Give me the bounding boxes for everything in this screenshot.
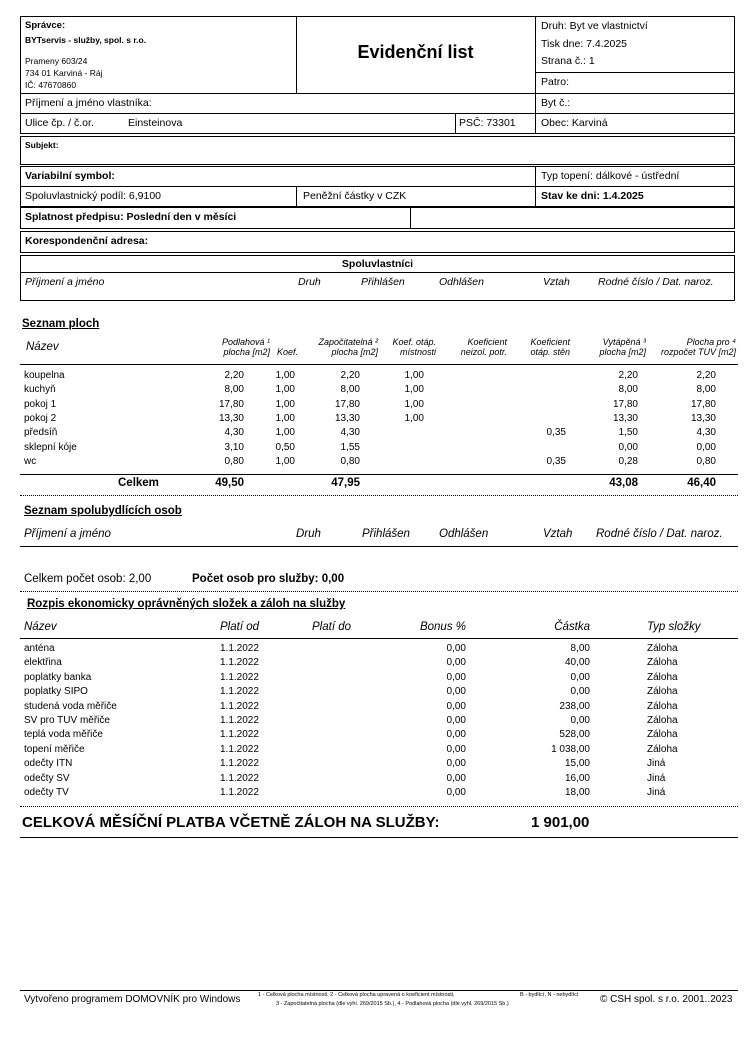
- component-cell: 0,00: [446, 729, 466, 741]
- area-room-name: sklepní kóje: [24, 441, 77, 453]
- area-total-cell: 46,40: [687, 477, 716, 489]
- component-cell: 8,00: [570, 643, 590, 654]
- area-cell: 0,00: [618, 441, 638, 453]
- component-name: topení měřiče: [24, 743, 85, 755]
- area-cell: 17,80: [690, 398, 716, 410]
- area-cell: 13,30: [690, 412, 716, 424]
- component-name: SV pro TUV měřiče: [24, 715, 110, 726]
- divider: [20, 186, 735, 187]
- component-cell: 0,00: [446, 686, 466, 698]
- company-city: 734 01 Karviná - Ráj: [25, 68, 103, 78]
- components-col-typ: Typ složky: [647, 621, 701, 633]
- divider: [20, 364, 738, 365]
- components-col-od: Platí od: [220, 621, 259, 633]
- component-cell: 18,00: [564, 787, 590, 798]
- page-title: Evidenční list: [357, 42, 474, 62]
- area-cell: 0,80: [340, 455, 360, 467]
- footer-program: Vytvořeno programem DOMOVNÍK pro Windows: [24, 994, 241, 1005]
- var-symbol-label: Variabilní symbol:: [25, 170, 115, 182]
- area-total-cell: 49,50: [215, 477, 244, 489]
- typ-topeni: Typ topení: dálkové - ústřední: [541, 170, 680, 182]
- component-cell: Záloha: [647, 715, 678, 726]
- area-cell: 13,30: [218, 412, 244, 424]
- divider: [20, 990, 738, 991]
- areas-title: Seznam ploch: [22, 318, 100, 330]
- divider: [535, 113, 536, 134]
- components-col-bonus: Bonus %: [419, 621, 466, 633]
- component-cell: Záloha: [647, 700, 678, 712]
- coowners-col-odhlasen: Odhlášen: [439, 276, 484, 288]
- component-cell: 0,00: [570, 671, 590, 683]
- area-cell: 2,20: [618, 370, 638, 381]
- areas-col-name: Název: [26, 341, 59, 353]
- component-cell: 0,00: [446, 787, 466, 798]
- coowners-col-name: Příjmení a jméno: [25, 276, 105, 288]
- coowners-col-prihlasen: Přihlášen: [361, 276, 405, 288]
- component-cell: 1.1.2022: [220, 787, 259, 798]
- divider: [20, 546, 738, 547]
- component-cell: Jiná: [647, 787, 666, 798]
- psc: PSČ: 73301: [459, 117, 516, 129]
- ulice-value: Einsteinova: [128, 117, 183, 129]
- area-cell: 2,20: [340, 370, 360, 381]
- divider: [535, 72, 735, 73]
- company-name: BYTservis - služby, spol. s r.o.: [25, 35, 147, 45]
- patro: Patro:: [541, 76, 570, 88]
- footer-note2: 3 - Započitatelná plocha (dle vyhl. 269/2015 Sb.), 4 - Podlahová plocha (dle vyhl. 269/2015 Sb.): [276, 1001, 509, 1007]
- area-cell: 1,00: [275, 412, 295, 424]
- subjekt-label: Subjekt:: [25, 140, 59, 150]
- component-cell: 1.1.2022: [220, 686, 259, 698]
- area-cell: 1,00: [275, 427, 295, 439]
- component-cell: 1.1.2022: [220, 700, 259, 712]
- area-cell: 2,20: [224, 370, 244, 381]
- component-cell: Záloha: [647, 729, 678, 741]
- area-cell: 4,30: [340, 427, 360, 439]
- residents-title: Seznam spolubydlících osob: [24, 505, 182, 517]
- component-cell: Záloha: [647, 743, 678, 755]
- footer-note1: 1 - Celková plocha místnosti, 2 - Celková plocha upravená o koeficient místnosti,: [258, 992, 455, 998]
- area-cell: 8,00: [696, 384, 716, 396]
- component-cell: Záloha: [647, 671, 678, 683]
- area-cell: 1,55: [340, 441, 360, 453]
- divider: [20, 837, 738, 838]
- residents-col-rodne: Rodné číslo / Dat. naroz.: [596, 528, 723, 540]
- component-cell: 238,00: [559, 700, 590, 712]
- component-name: odečty SV: [24, 772, 70, 784]
- area-cell: 0,80: [224, 455, 244, 467]
- component-cell: 0,00: [570, 715, 590, 726]
- area-cell: 0,35: [546, 427, 566, 439]
- component-cell: 528,00: [559, 729, 590, 741]
- residents-col-vztah: Vztah: [543, 528, 573, 540]
- component-cell: 1.1.2022: [220, 772, 259, 784]
- area-cell: 3,10: [224, 441, 244, 453]
- coowners-col-rodne: Rodné číslo / Dat. naroz.: [598, 276, 714, 288]
- korespondence-label: Korespondenční adresa:: [25, 235, 149, 247]
- component-name: studená voda měřiče: [24, 700, 117, 712]
- component-cell: Záloha: [647, 686, 678, 698]
- footer-copyright: © CSH spol. s r.o. 2001..2023: [600, 994, 733, 1005]
- mena: Peněžní částky v CZK: [303, 190, 407, 202]
- area-cell: 0,35: [546, 455, 566, 467]
- component-cell: 0,00: [446, 758, 466, 770]
- podil: Spoluvlastnický podíl: 6,9100: [25, 190, 162, 202]
- component-cell: 40,00: [564, 657, 590, 669]
- coowners-col-druh: Druh: [298, 276, 321, 288]
- area-cell: 8,00: [224, 384, 244, 396]
- divider: [20, 806, 738, 807]
- area-room-name: koupelna: [24, 370, 65, 381]
- strana: Strana č.: 1: [541, 55, 595, 67]
- area-cell: 1,00: [275, 384, 295, 396]
- areas-col-podlahova: Podlahová ¹ plocha [m2]: [221, 337, 270, 357]
- area-cell: 0,00: [696, 441, 716, 453]
- area-cell: 8,00: [340, 384, 360, 396]
- area-cell: 17,80: [334, 398, 360, 410]
- area-cell: 1,00: [275, 370, 295, 381]
- area-cell: 1,00: [404, 370, 424, 381]
- areas-col-zapocitatelna: Započitatelná ² plocha [m2]: [318, 337, 378, 357]
- divider: [455, 113, 456, 134]
- component-name: poplatky SIPO: [24, 686, 88, 698]
- obec: Obec: Karviná: [541, 117, 608, 129]
- stav-date: Stav ke dni: 1.4.2025: [541, 190, 644, 202]
- component-cell: 0,00: [446, 657, 466, 669]
- component-cell: 1.1.2022: [220, 671, 259, 683]
- area-cell: 1,00: [275, 398, 295, 410]
- area-cell: 0,50: [275, 441, 295, 453]
- divider: [535, 16, 536, 94]
- area-room-name: wc: [24, 455, 37, 467]
- component-cell: 0,00: [570, 686, 590, 698]
- component-name: poplatky banka: [24, 671, 92, 683]
- component-cell: Záloha: [647, 643, 678, 654]
- component-cell: Záloha: [647, 657, 678, 669]
- druh: Druh: Byt ve vlastnictví: [541, 20, 648, 32]
- component-cell: Jiná: [647, 758, 666, 770]
- component-cell: 0,00: [446, 700, 466, 712]
- area-cell: 1,00: [404, 412, 424, 424]
- components-col-name: Název: [24, 621, 57, 633]
- component-name: anténa: [24, 643, 55, 654]
- total-payment-label: CELKOVÁ MĚSÍČNÍ PLATBA VČETNĚ ZÁLOH NA SLUŽBY:: [22, 814, 440, 831]
- divider: [535, 166, 536, 207]
- component-cell: 0,00: [446, 671, 466, 683]
- residents-count-services: Počet osob pro služby: 0,00: [192, 573, 345, 585]
- divider: [20, 272, 735, 273]
- residents-col-name: Příjmení a jméno: [24, 528, 111, 540]
- divider: [20, 474, 738, 475]
- area-cell: 2,20: [696, 370, 716, 381]
- area-cell: 4,30: [696, 427, 716, 439]
- area-room-name: předsíň: [24, 427, 58, 439]
- area-room-name: kuchyň: [24, 384, 56, 396]
- component-cell: 1 038,00: [551, 743, 590, 755]
- component-name: odečty ITN: [24, 758, 73, 770]
- ulice-label: Ulice čp. / č.or.: [25, 117, 94, 129]
- footer-note1b: B - bydlící, N - nebydlící: [520, 992, 579, 998]
- component-cell: 1.1.2022: [220, 643, 259, 654]
- area-room-name: pokoj 2: [24, 412, 57, 424]
- area-cell: 17,80: [218, 398, 244, 410]
- area-cell: 1,00: [404, 384, 424, 396]
- area-total-cell: 43,08: [609, 477, 638, 489]
- subjekt-row: [20, 136, 735, 165]
- areas-col-koef-otap: Koef. otáp. místnosti: [392, 337, 436, 357]
- component-cell: 15,00: [564, 758, 590, 770]
- residents-col-druh: Druh: [296, 528, 321, 540]
- area-cell: 13,30: [612, 412, 638, 424]
- area-cell: 17,80: [612, 398, 638, 410]
- component-cell: 0,00: [446, 715, 466, 726]
- divider: [20, 638, 738, 639]
- component-cell: 16,00: [564, 772, 590, 784]
- area-cell: 0,28: [618, 455, 638, 467]
- residents-col-prihlasen: Přihlášen: [362, 528, 410, 540]
- area-total-cell: 47,95: [331, 477, 360, 489]
- component-cell: 1.1.2022: [220, 729, 259, 741]
- areas-col-vytapena: Vytápěná ³ plocha [m2]: [599, 337, 646, 357]
- area-cell: 1,00: [275, 455, 295, 467]
- company-ic: IČ: 47670860: [25, 80, 77, 90]
- component-cell: 1.1.2022: [220, 743, 259, 755]
- coowners-title: Spoluvlastníci: [341, 258, 414, 270]
- byt-number: Byt č.:: [541, 97, 571, 109]
- area-cell: 0,80: [696, 455, 716, 467]
- component-cell: Jiná: [647, 772, 666, 784]
- components-col-castka: Částka: [554, 621, 590, 633]
- area-cell: 1,00: [404, 398, 424, 410]
- coowners-col-vztah: Vztah: [543, 276, 570, 288]
- component-name: elektřina: [24, 657, 62, 669]
- component-cell: 1.1.2022: [220, 758, 259, 770]
- divider: [296, 186, 297, 206]
- component-name: teplá voda měřiče: [24, 729, 103, 741]
- divider: [20, 591, 738, 592]
- divider: [535, 93, 536, 114]
- residents-col-odhlasen: Odhlášen: [439, 528, 489, 540]
- company-street: Prameny 603/24: [25, 56, 88, 66]
- areas-total-label: Celkem: [118, 477, 159, 489]
- divider: [410, 207, 411, 229]
- areas-col-koef: Koef.: [276, 347, 298, 357]
- tisk-date: Tisk dne: 7.4.2025: [541, 38, 627, 50]
- component-cell: 0,00: [446, 772, 466, 784]
- components-title: Rozpis ekonomicky oprávněných složek a záloh na služby: [27, 598, 346, 610]
- residents-count: Celkem počet osob: 2,00: [24, 573, 152, 585]
- spravce-label: Správce:: [25, 20, 66, 31]
- components-col-do: Platí do: [312, 621, 351, 633]
- areas-col-neizol: Koeficient neizol. potr.: [460, 337, 507, 357]
- component-name: odečty TV: [24, 787, 69, 798]
- component-cell: 1.1.2022: [220, 715, 259, 726]
- component-cell: 0,00: [446, 643, 466, 654]
- area-cell: 1,50: [618, 427, 638, 439]
- component-cell: 1.1.2022: [220, 657, 259, 669]
- area-cell: 4,30: [224, 427, 244, 439]
- area-cell: 13,30: [334, 412, 360, 424]
- areas-col-otap-sten: Koeficient otáp. stěn: [530, 337, 570, 357]
- area-room-name: pokoj 1: [24, 398, 57, 410]
- total-payment-value: 1 901,00: [531, 814, 590, 831]
- areas-col-tuv: Plocha pro ⁴ rozpočet TUV [m2]: [660, 337, 736, 357]
- splatnost: Splatnost předpisu: Poslední den v měsíci: [25, 211, 237, 223]
- area-cell: 8,00: [618, 384, 638, 396]
- owner-label: Příjmení a jméno vlastníka:: [25, 97, 152, 109]
- divider: [20, 495, 738, 496]
- component-cell: 0,00: [446, 743, 466, 755]
